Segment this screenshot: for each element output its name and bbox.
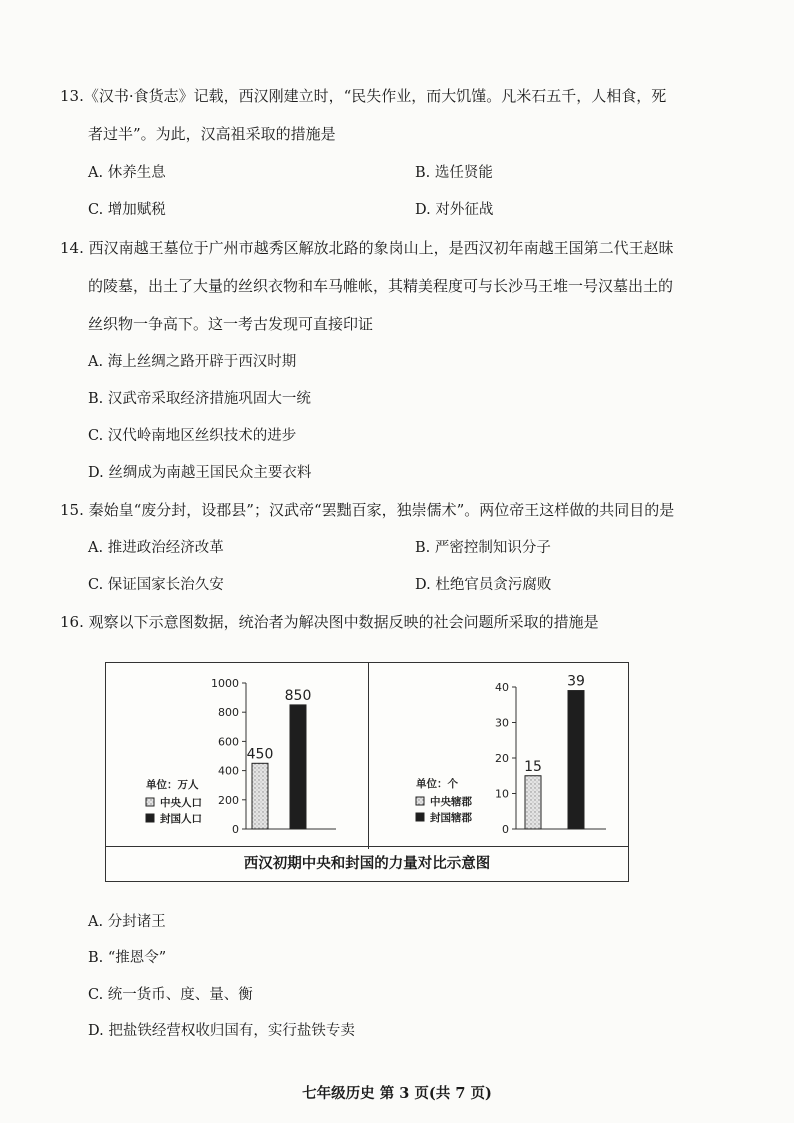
chart2-legend-swatch	[416, 813, 424, 821]
chart2-bar-2	[568, 691, 584, 829]
q13-stem-line-2: 者过半”。为此，汉高祖采取的措施是	[88, 125, 336, 143]
chart1-tick-label: 400	[218, 764, 239, 778]
q13-option-c: C. 增加赋税	[88, 202, 166, 218]
chart2-legend-swatch	[416, 797, 424, 805]
chart2-tick-label: 20	[495, 752, 509, 765]
q16-option-a: A. 分封诸王	[88, 914, 166, 930]
chart2-legend-label: 封国辖郡	[430, 812, 472, 824]
q14-option-a: A. 海上丝绸之路开辟于西汉时期	[88, 354, 297, 370]
chart2-legend-label: 中央辖郡	[430, 796, 472, 808]
q15-option-b: B. 严密控制知识分子	[415, 540, 551, 556]
q16-option-b: B. “推恩令”	[88, 950, 167, 966]
q13-stem-line-1: 13.《汉书·食货志》记载，西汉刚建立时，“民失作业，而大饥馑。凡米石五千，人相食，死	[60, 87, 667, 105]
q14-stem-line-1: 14. 西汉南越王墓位于广州市越秀区解放北路的象岗山上，是西汉初年南越王国第二代王赵昧	[60, 239, 674, 257]
chart-title: 西汉初期中央和封国的力量对比示意图	[106, 846, 628, 881]
chart1-data-label: 850	[284, 687, 312, 704]
chart2-tick-label: 40	[495, 681, 509, 694]
chart2-tick-label: 0	[502, 823, 509, 836]
chart-divider	[368, 663, 369, 849]
chart2-tick-label: 30	[495, 716, 509, 730]
page-footer: 七年级历史 第 3 页(共 7 页)	[302, 1085, 492, 1102]
q15-option-c: C. 保证国家长治久安	[88, 577, 224, 593]
chart2-bar-1	[525, 776, 541, 829]
q13-option-a: A. 休养生息	[88, 165, 166, 181]
comparison-chart-figure	[105, 662, 629, 882]
q14-stem-line-3: 丝织物一争高下。这一考古发现可直接印证	[88, 315, 374, 333]
q16-option-c: C. 统一货币、度、量、衡	[88, 987, 253, 1003]
chart1-tick-label: 0	[232, 823, 239, 836]
q13-option-b: B. 选任贤能	[415, 165, 493, 181]
q15-stem: 15. 秦始皇“废分封，设郡县”；汉武帝“罢黜百家，独崇儒术”。两位帝王这样做的共同目的是	[60, 501, 675, 519]
q15-option-d: D. 杜绝官员贪污腐败	[415, 577, 552, 593]
chart1-legend-label: 中央人口	[160, 797, 202, 809]
chart1-tick-label: 1000	[211, 677, 239, 690]
chart2-data-label: 15	[524, 758, 542, 775]
q14-option-d: D. 丝绸成为南越王国民众主要衣料	[88, 465, 312, 481]
chart1-legend-swatch	[146, 798, 154, 806]
chart1-data-label: 450	[246, 746, 274, 763]
chart1-unit-label: 单位：万人	[146, 779, 199, 791]
q16-stem: 16. 观察以下示意图数据，统治者为解决图中数据反映的社会问题所采取的措施是	[60, 613, 599, 631]
q14-option-b: B. 汉武帝采取经济措施巩固大一统	[88, 391, 311, 407]
chart1-bar-1	[252, 763, 268, 829]
chart2-tick-label: 10	[495, 787, 509, 801]
chart1-legend-label: 封国人口	[160, 813, 202, 825]
q14-option-c: C. 汉代岭南地区丝织技术的进步	[88, 428, 297, 444]
chart1-tick-label: 800	[218, 706, 239, 720]
chart2-data-label: 39	[567, 673, 585, 690]
chart2-unit-label: 单位：个	[416, 778, 458, 790]
q13-option-d: D. 对外征战	[415, 202, 494, 218]
chart1-bar-2	[290, 705, 306, 829]
chart1-tick-label: 600	[218, 735, 239, 749]
q14-stem-line-2: 的陵墓，出土了大量的丝织衣物和车马帷帐，其精美程度可与长沙马王堆一号汉墓出土的	[88, 277, 674, 295]
chart1-tick-label: 200	[218, 793, 239, 807]
q15-option-a: A. 推进政治经济改革	[88, 540, 224, 556]
q16-option-d: D. 把盐铁经营权收归国有，实行盐铁专卖	[88, 1023, 355, 1039]
chart1-legend-swatch	[146, 814, 154, 822]
